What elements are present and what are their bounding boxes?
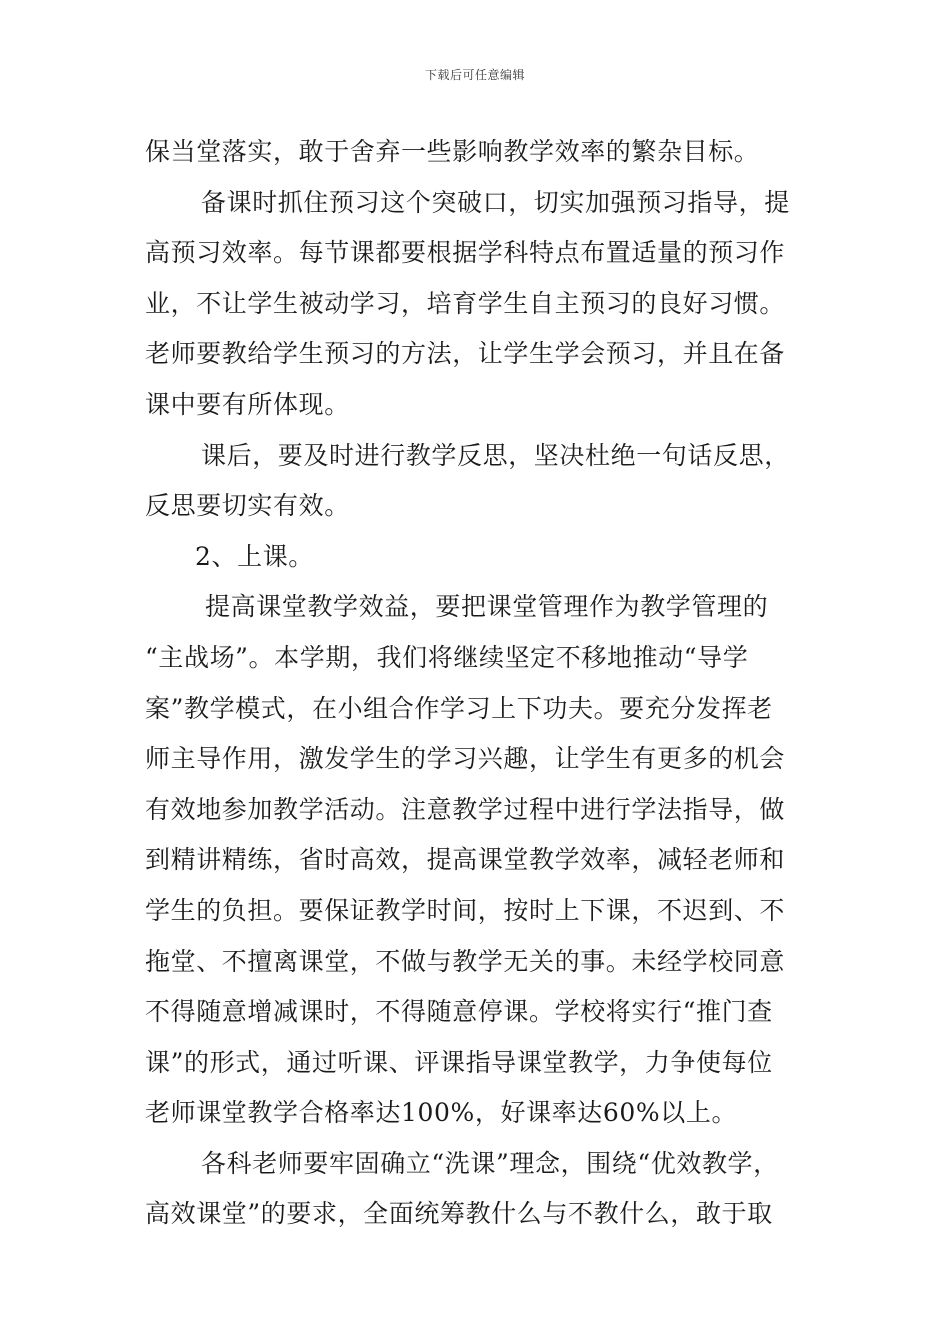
text-line: 课中要有所体现。 [145,389,350,419]
text-line: 不得随意增减课时，不得随意停课。学校将实行“推门查 [145,997,773,1027]
text-line: 保当堂落实，敢于舍弃一些影响教学效率的繁杂目标。 [145,137,760,166]
text-line: 老师要教给学生预习的方法，让学生学会预习，并且在备 [145,339,786,369]
document-body [145,127,810,1240]
text-line: 反思要切实有效。 [145,491,350,521]
text-line: 到精讲精练，省时高效，提高课堂教学效率，减轻老师和 [145,845,786,875]
paragraph-first-line: 提高课堂教学效益，要把课堂管理作为教学管理的 [205,592,769,622]
page-header: 下载后可任意编辑 [424,68,525,82]
text-line: 师主导作用，激发学生的学习兴趣，让学生有更多的机会 [145,744,786,774]
section-heading: 2、上课。 [195,541,314,571]
text-line: “主战场”。本学期，我们将继续坚定不移地推动“导学 [145,642,749,672]
text-line: 业，不让学生被动学习，培育学生自主预习的良好习惯。 [145,288,786,318]
paragraph-first-line: 各科老师要牢固确立“洗课”理念，围绕“优效教学， [201,1148,779,1178]
text-line: 学生的负担。要保证教学时间，按时上下课，不迟到、不 [145,895,786,925]
text-line: 课”的形式，通过听课、评课指导课堂教学，力争使每位 [145,1047,773,1077]
paragraph-first-line: 备课时抓住预习这个突破口，切实加强预习指导，提 [201,187,790,217]
text-line: 案”教学模式，在小组合作学习上下功夫。要充分发挥老 [145,693,773,723]
text-line: 高效课堂”的要求，全面统筹教什么与不教什么，敢于取 [145,1199,773,1229]
text-line: 拖堂、不擅离课堂，不做与教学无关的事。未经学校同意 [145,946,786,976]
text-line: 老师课堂教学合格率达100%，好课率达60%以上。 [145,1098,738,1128]
text-line: 有效地参加教学活动。注意教学过程中进行学法指导，做 [145,794,786,824]
text-line: 高预习效率。每节课都要根据学科特点布置适量的预习作 [145,238,786,268]
paragraph-first-line: 课后，要及时进行教学反思，坚决杜绝一句话反思， [201,440,790,470]
